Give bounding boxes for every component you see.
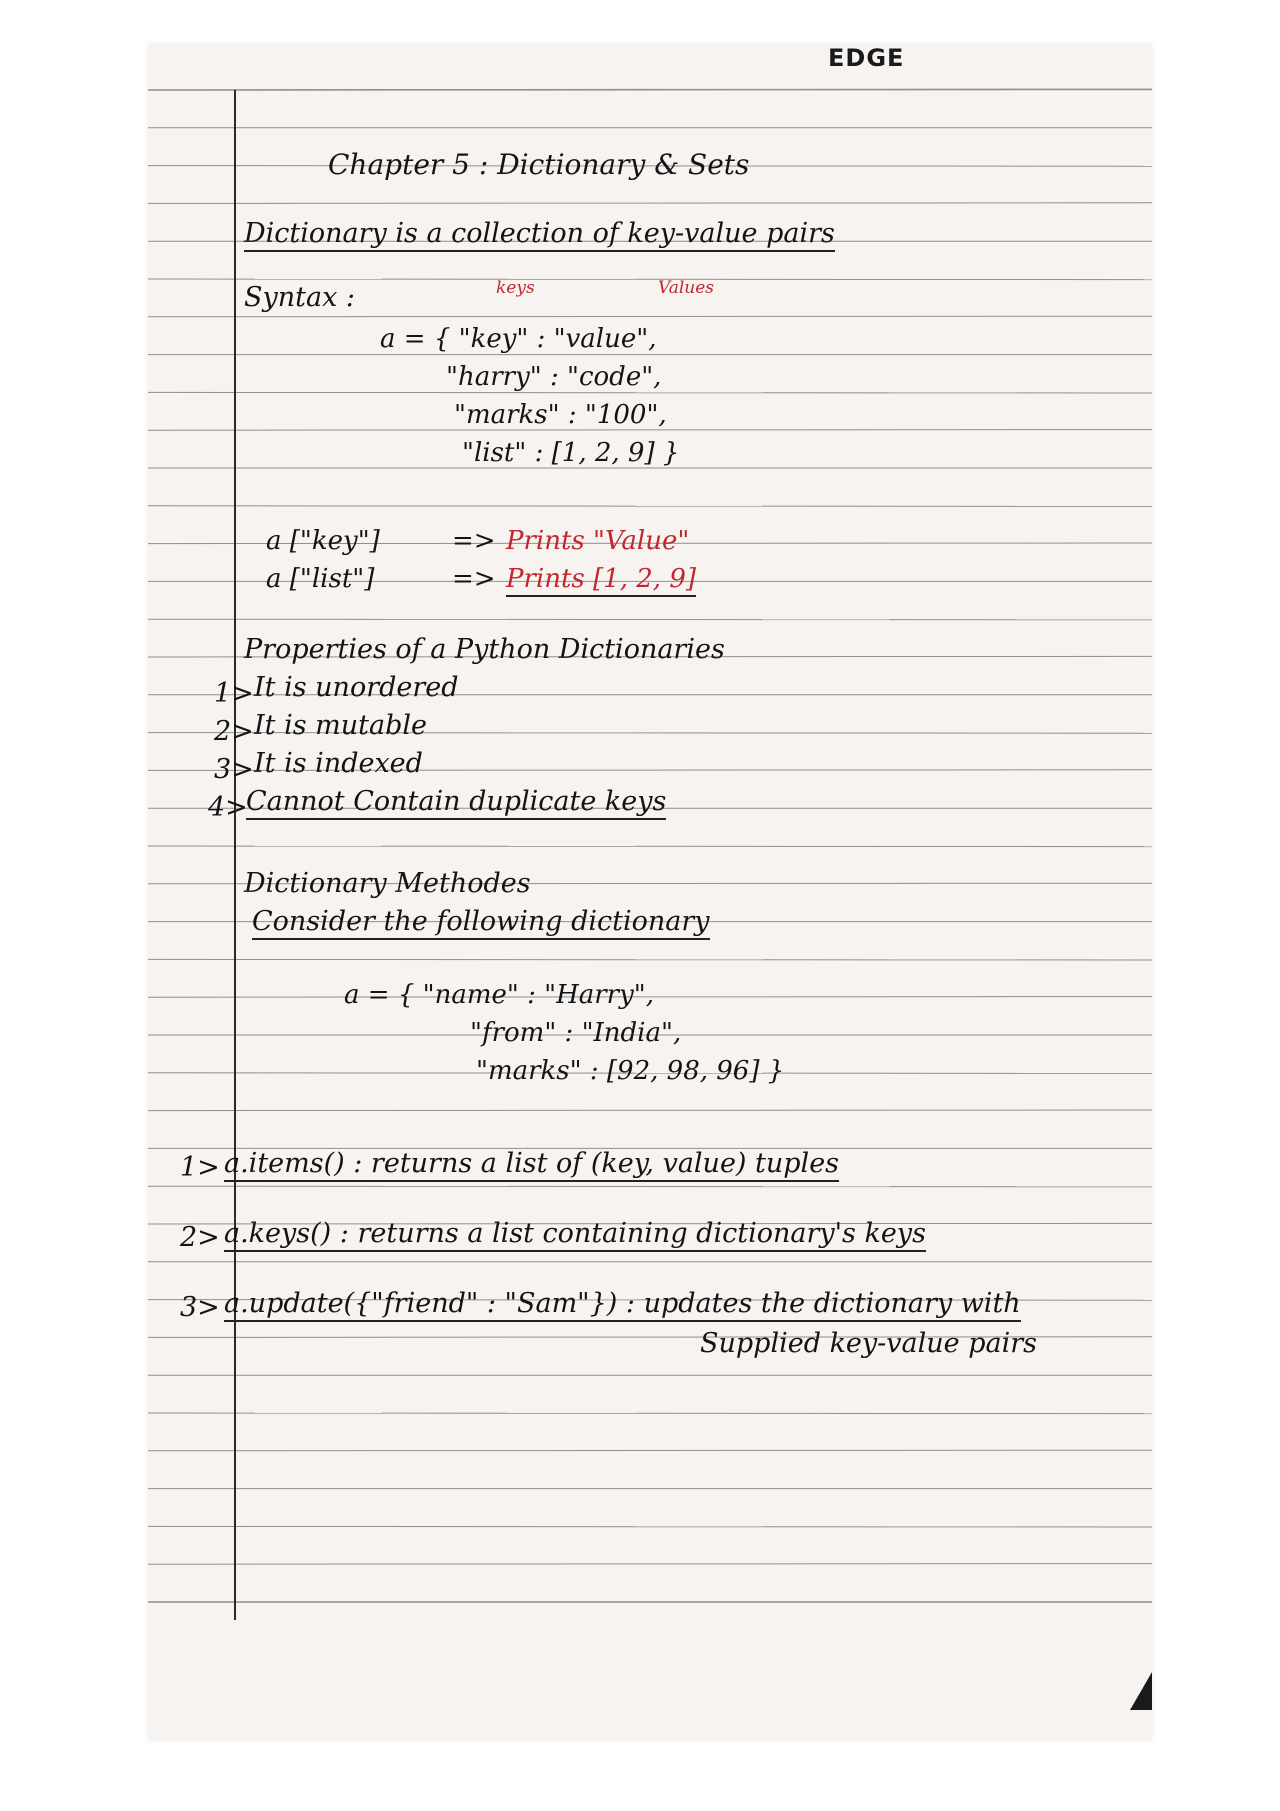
example-line: "from" : "India", — [470, 1018, 682, 1048]
ruled-line — [148, 203, 1152, 204]
property-number: 2> — [214, 716, 254, 747]
methods-heading: Dictionary Methodes — [244, 868, 531, 899]
ruled-line — [148, 316, 1152, 317]
method-number: 1> — [180, 1152, 220, 1183]
method-item: a.items() : returns a list of (key, value) tuples — [224, 1148, 839, 1182]
keys-annotation: keys — [496, 278, 535, 298]
ruled-line — [148, 89, 1152, 90]
ruled-line — [148, 1450, 1152, 1451]
ruled-line — [148, 846, 1152, 847]
ruled-line — [148, 279, 1152, 280]
ruled-line — [148, 1526, 1152, 1527]
page-title: Chapter 5 : Dictionary & Sets — [328, 148, 750, 181]
arrow: => — [452, 564, 496, 594]
property-item: It is unordered — [254, 672, 459, 703]
properties-heading: Properties of a Python Dictionaries — [244, 634, 725, 665]
margin-line — [234, 90, 236, 1620]
method-number: 3> — [180, 1292, 220, 1323]
ruled-line — [148, 1186, 1152, 1187]
ruled-line — [148, 506, 1152, 507]
syntax-line: "marks" : "100", — [454, 400, 667, 430]
arrow: => — [452, 526, 496, 556]
example-line: a = { "name" : "Harry", — [344, 980, 655, 1010]
access-expression: a ["list"] — [266, 564, 375, 594]
property-item: It is indexed — [254, 748, 423, 779]
methods-intro: Consider the following dictionary — [252, 906, 710, 940]
syntax-line: "list" : [1, 2, 9] } — [462, 438, 680, 468]
property-number: 3> — [214, 754, 254, 785]
ruled-line — [148, 1413, 1152, 1414]
page-corner — [1130, 1672, 1152, 1710]
ruled-line — [148, 1110, 1152, 1111]
syntax-line: "harry" : "code", — [446, 362, 662, 392]
property-item: Cannot Contain duplicate keys — [246, 786, 666, 820]
example-line: "marks" : [92, 98, 96] } — [476, 1056, 785, 1086]
method-continuation: Supplied key-value pairs — [700, 1328, 1037, 1359]
method-item: a.keys() : returns a list containing dictionary's keys — [224, 1218, 926, 1252]
property-item: It is mutable — [254, 710, 428, 741]
ruled-line — [148, 619, 1152, 620]
ruled-line — [148, 1564, 1152, 1565]
access-result: Prints [1, 2, 9] — [506, 564, 696, 597]
ruled-line — [148, 959, 1152, 960]
values-annotation: Values — [658, 278, 715, 298]
syntax-line: a = { "key" : "value", — [380, 324, 657, 354]
property-number: 1> — [214, 678, 254, 709]
method-number: 2> — [180, 1222, 220, 1253]
brand-logo: EDGE — [828, 44, 905, 72]
ruled-line — [148, 392, 1152, 393]
access-result: Prints "Value" — [506, 526, 690, 556]
access-expression: a ["key"] — [266, 526, 380, 556]
property-number: 4> — [208, 792, 248, 823]
method-item: a.update({"friend" : "Sam"}) : updates the dictionary with — [224, 1288, 1021, 1322]
dictionary-definition: Dictionary is a collection of key-value pairs — [244, 218, 835, 252]
notebook-page — [148, 44, 1152, 1740]
syntax-heading: Syntax : — [244, 282, 355, 313]
